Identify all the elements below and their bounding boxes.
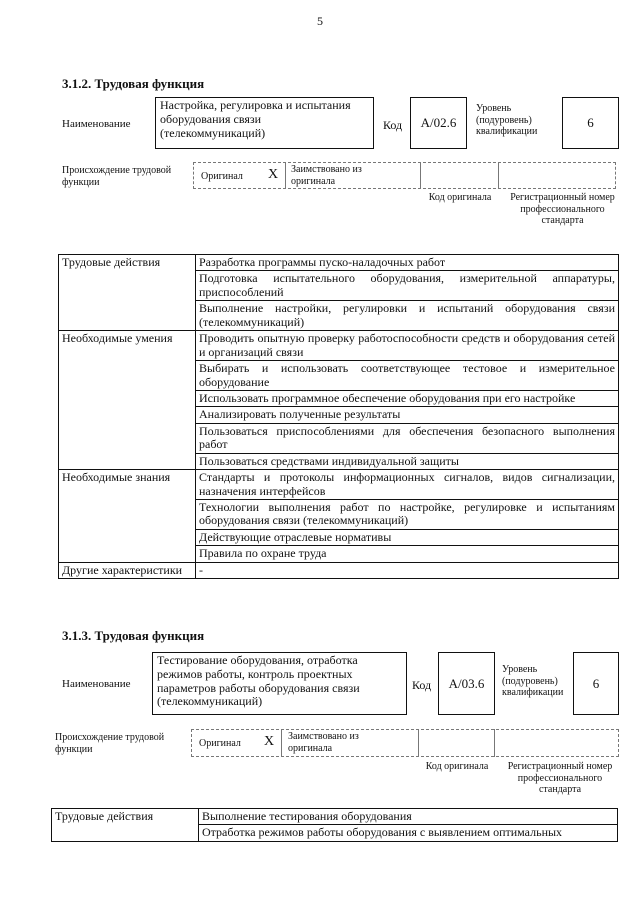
level-value: 6 bbox=[573, 652, 619, 715]
table-cell: Использовать программное обеспечение оборудования при его настройке bbox=[196, 390, 619, 406]
level-label: Уровень (подуровень) квалификации bbox=[476, 103, 538, 137]
row-label: Трудовые действия bbox=[59, 255, 196, 331]
code-label: Код bbox=[383, 118, 403, 132]
origin-label: Происхождение трудовой функции bbox=[55, 732, 165, 755]
reg-num-caption: Регистрационный номер профессионального стандарта bbox=[507, 761, 613, 795]
origin-divider bbox=[420, 162, 421, 189]
origin-row-frame bbox=[191, 729, 619, 757]
original-label: Оригинал bbox=[201, 171, 243, 182]
table-cell: Выполнение тестирования оборудования bbox=[199, 809, 618, 825]
reg-num-caption: Регистрационный номер профессионального стандарта bbox=[510, 192, 615, 226]
table-cell: Разработка программы пуско-наладочных работ bbox=[196, 255, 619, 271]
origin-divider bbox=[285, 162, 286, 189]
original-mark: X bbox=[264, 734, 275, 749]
orig-code-caption: Код оригинала bbox=[428, 192, 492, 203]
table-row bbox=[52, 809, 618, 825]
level-value: 6 bbox=[562, 97, 619, 149]
function-table bbox=[58, 254, 619, 579]
table-row bbox=[59, 562, 619, 578]
borrowed-label: Заимствовано из оригинала bbox=[288, 731, 359, 754]
table-row bbox=[59, 331, 619, 361]
name-label: Наименование bbox=[62, 678, 131, 690]
table-cell: Подготовка испытательного оборудования, измерительной аппаратуры, приспособлений bbox=[196, 271, 619, 301]
table-cell: Отработка режимов работы оборудования с выявлением оптимальных bbox=[199, 825, 618, 841]
table-cell: Проводить опытную проверку работоспособности средств и оборудования сетей и организаций связи bbox=[196, 331, 619, 361]
function-name-box: Тестирование оборудования, отработка режимов работы, контроль проектных параметров работы оборудования связи (телекоммуникаций) bbox=[152, 652, 407, 715]
table-row bbox=[59, 470, 619, 500]
row-label: Другие характеристики bbox=[59, 562, 196, 578]
section-title: 3.1.3. Трудовая функция bbox=[62, 628, 205, 643]
table-cell: Правила по охране труда bbox=[196, 546, 619, 562]
table-cell: Выбирать и использовать соответствующее тестовое и измерительное оборудование bbox=[196, 361, 619, 391]
origin-divider bbox=[418, 729, 419, 757]
level-label: Уровень (подуровень) квалификации bbox=[502, 664, 564, 698]
row-label: Необходимые умения bbox=[59, 331, 196, 470]
table-cell: Действующие отраслевые нормативы bbox=[196, 529, 619, 545]
page-number: 5 bbox=[317, 14, 323, 28]
table-cell: Пользоваться приспособлениями для обеспечения безопасного выполнения работ bbox=[196, 423, 619, 453]
name-label: Наименование bbox=[62, 118, 131, 130]
origin-row-frame bbox=[193, 162, 616, 189]
function-name-box: Настройка, регулировка и испытания оборудования связи (телекоммуникаций) bbox=[155, 97, 374, 149]
borrowed-label: Заимствовано из оригинала bbox=[291, 164, 362, 187]
orig-code-caption: Код оригинала bbox=[425, 761, 489, 772]
original-label: Оригинал bbox=[199, 738, 241, 749]
table-cell: Выполнение настройки, регулировки и испытаний оборудования связи (телекоммуникаций) bbox=[196, 301, 619, 331]
origin-divider bbox=[281, 729, 282, 757]
table-cell: Стандарты и протоколы информационных сигналов, видов сигнализации, назначения интерфейсов bbox=[196, 470, 619, 500]
table-cell: - bbox=[196, 562, 619, 578]
table-cell: Пользоваться средствами индивидуальной защиты bbox=[196, 453, 619, 469]
table-cell: Технологии выполнения работ по настройке, регулировке и испытаниям оборудования связи (телекоммуникаций) bbox=[196, 500, 619, 530]
row-label: Необходимые знания bbox=[59, 470, 196, 563]
code-value: А/03.6 bbox=[438, 652, 495, 715]
table-row bbox=[59, 255, 619, 271]
table-cell: Анализировать полученные результаты bbox=[196, 407, 619, 423]
original-mark: X bbox=[268, 167, 279, 182]
origin-label: Происхождение трудовой функции bbox=[62, 165, 172, 188]
code-value: А/02.6 bbox=[410, 97, 467, 149]
code-label: Код bbox=[412, 678, 432, 692]
section-title: 3.1.2. Трудовая функция bbox=[62, 76, 205, 91]
function-table bbox=[51, 808, 618, 842]
origin-divider bbox=[498, 162, 499, 189]
row-label: Трудовые действия bbox=[52, 809, 199, 842]
origin-divider bbox=[494, 729, 495, 757]
